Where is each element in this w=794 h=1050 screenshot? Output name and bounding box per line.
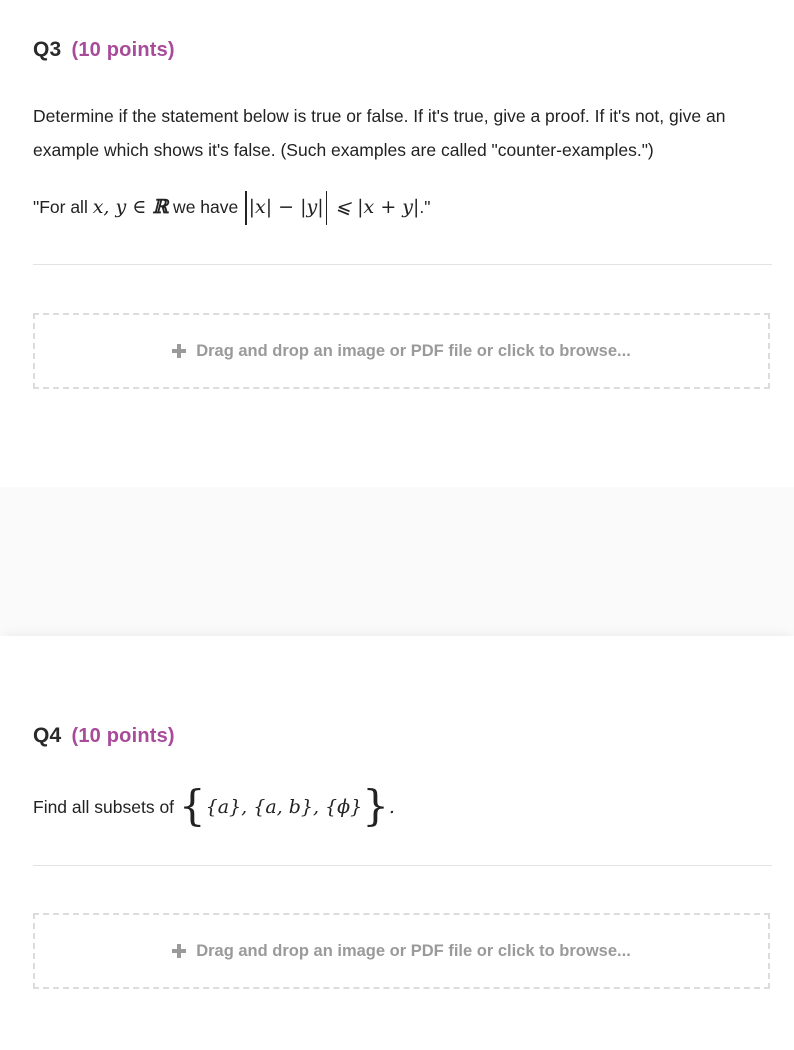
upload-label: Drag and drop an image or PDF file or click to browse... (196, 341, 631, 360)
statement-rhs: |x + y| (357, 196, 420, 218)
divider (33, 865, 772, 866)
statement-open: "For all (33, 197, 93, 217)
question-prompt (33, 781, 773, 831)
abs-bar-left (245, 191, 247, 225)
set-brace-close: } (362, 781, 389, 831)
plus-icon (172, 344, 186, 358)
statement-relation: ⩽ (329, 196, 358, 218)
statement-vars: x, y (92, 196, 127, 218)
card-gap (0, 487, 794, 636)
question-points: (10 points) (71, 39, 175, 61)
question-number: Q4 (33, 724, 62, 747)
question-points: (10 points) (71, 725, 175, 747)
question-title (33, 724, 175, 748)
prompt-text: Find all subsets of (33, 797, 179, 817)
statement-mid: we have (168, 197, 244, 217)
set-brace-open: { (178, 781, 206, 831)
set-content: {a}, {a, b}, {ϕ} (205, 796, 363, 818)
question-title (33, 38, 175, 62)
upload-label: Drag and drop an image or PDF file or click to browse... (196, 941, 631, 960)
question-card-q3 (0, 0, 794, 487)
statement-set: ℝ (152, 196, 169, 218)
question-card-q4 (0, 636, 794, 1050)
file-upload-dropzone[interactable] (33, 913, 770, 989)
abs-bar-right (326, 191, 328, 225)
prompt-end: . (388, 796, 395, 818)
divider (33, 264, 772, 265)
question-prompt: Determine if the statement below is true or false. If it's true, give a proof. If it's not, give an example which shows it's false. (Such examples are called "counter-examples.") (33, 106, 726, 160)
statement-close: ." (419, 197, 431, 217)
file-upload-dropzone[interactable] (33, 313, 770, 389)
plus-icon (172, 944, 186, 958)
statement-in: ∈ (126, 196, 153, 218)
question-statement (33, 190, 773, 225)
statement-lhs: |x| − |y| (248, 196, 324, 218)
question-number: Q3 (33, 38, 62, 61)
